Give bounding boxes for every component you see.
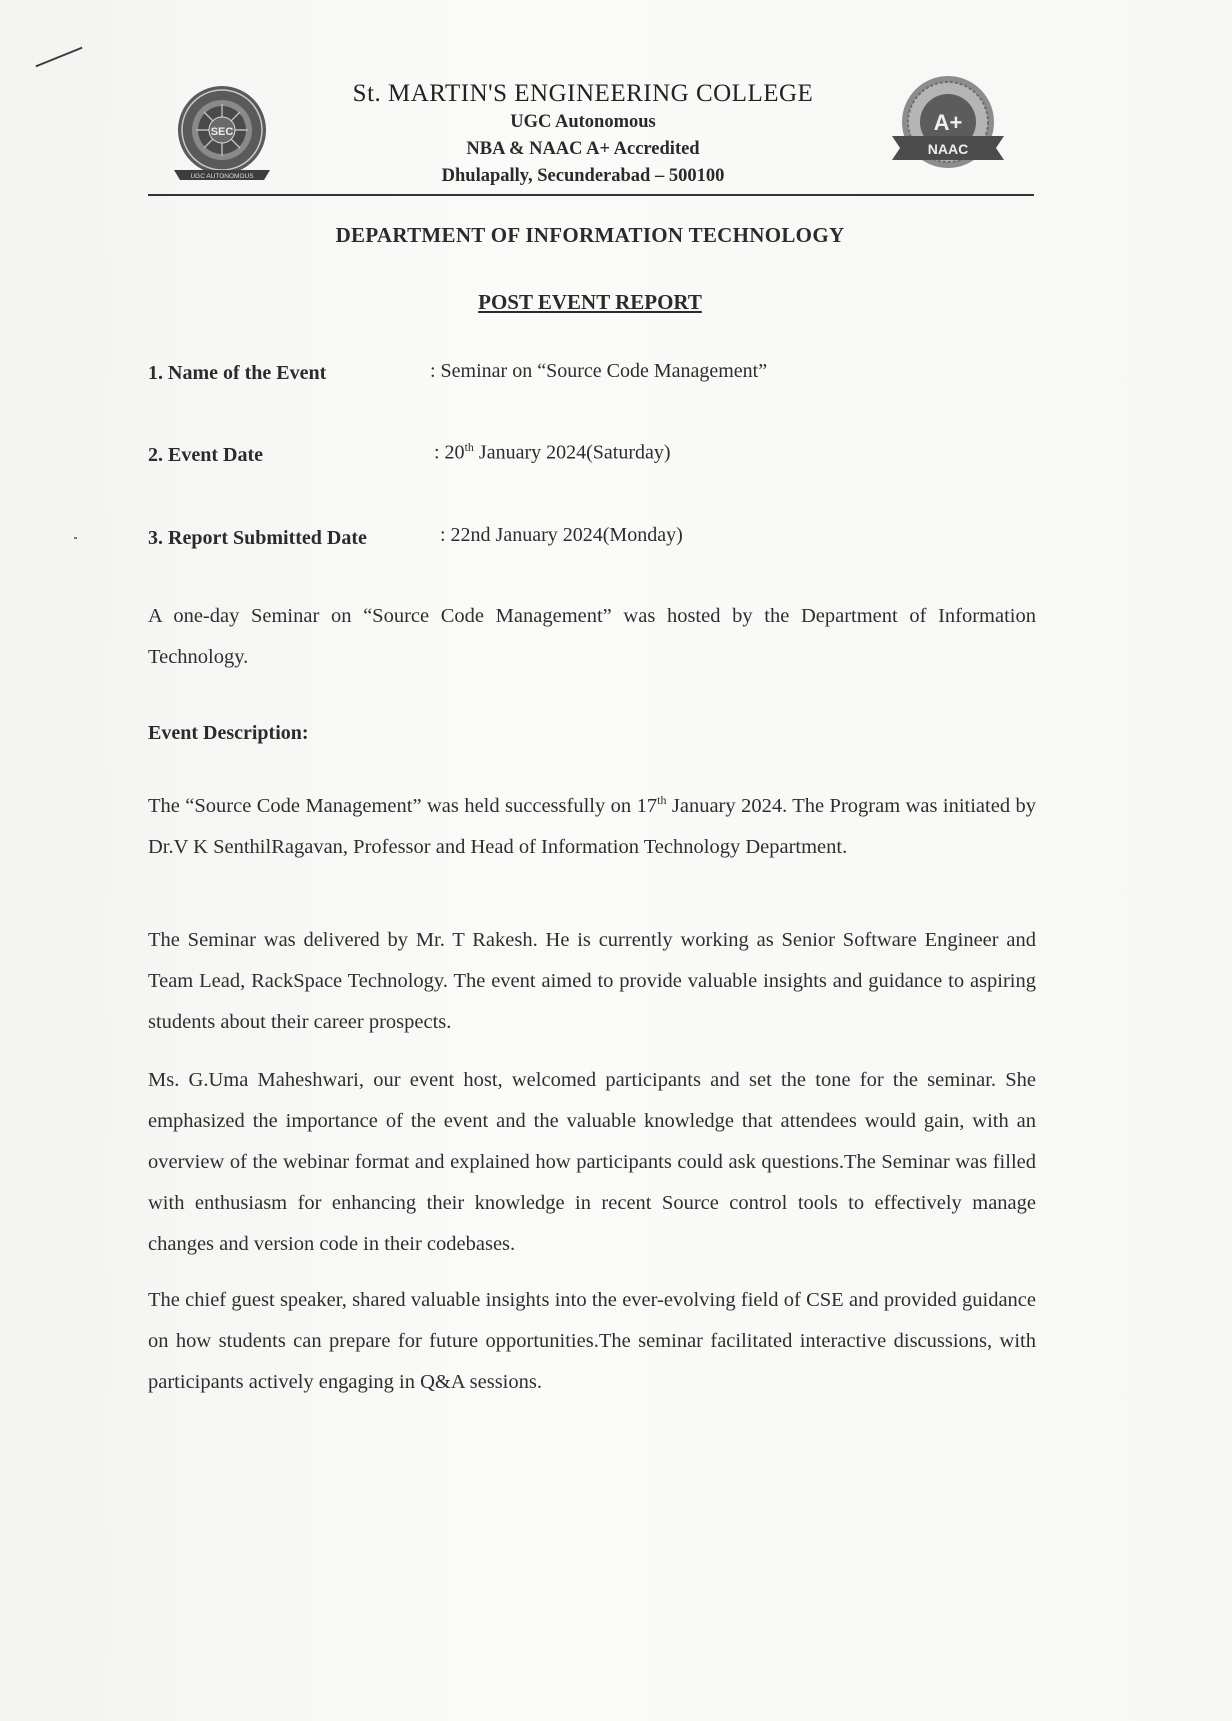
- scan-speck: [74, 537, 77, 539]
- field-value-event-date: : 20th January 2024(Saturday): [434, 440, 671, 464]
- pen-stroke-mark: [35, 47, 82, 68]
- description-paragraph-4: The chief guest speaker, shared valuable insights into the ever-evolving field of CSE and provided guidance on how students can prepare for future opportunities.The seminar facilitated interactive discussions, with participants actively engaging in Q&A sessions.: [148, 1289, 1036, 1393]
- letterhead: [148, 72, 1038, 202]
- naac-badge-icon: [888, 72, 1008, 182]
- field-value-report-date: : 22nd January 2024(Monday): [440, 524, 683, 546]
- college-accreditation: NBA & NAAC A+ Accredited: [466, 139, 700, 159]
- seal-ribbon-text: UGC AUTONOMOUS: [190, 173, 254, 180]
- department-title: DEPARTMENT OF INFORMATION TECHNOLOGY: [335, 223, 845, 247]
- college-seal-icon: [168, 82, 276, 190]
- field-label-report-date: 3. Report Submitted Date: [148, 527, 367, 549]
- naac-label: NAAC: [927, 141, 969, 157]
- field-label-event-name: 1. Name of the Event: [148, 362, 327, 384]
- college-name: St. MARTIN'S ENGINEERING COLLEGE: [352, 80, 814, 107]
- college-status: UGC Autonomous: [510, 112, 656, 132]
- intro-paragraph: A one-day Seminar on “Source Code Management” was hosted by the Department of Information Technology.: [148, 605, 1036, 668]
- seal-monogram: SEC: [210, 126, 234, 138]
- event-description-heading: Event Description:: [148, 722, 309, 744]
- description-paragraph-3: Ms. G.Uma Maheshwari, our event host, welcomed participants and set the tone for the seminar. She emphasized the importance of the event and the valuable knowledge that attendees would gain, with an overview of the webinar format and explained how participants could ask questions.The Seminar was filled with enthusiasm for enhancing their knowledge in recent Source control tools to effectively manage changes and version code in their codebases.: [148, 1069, 1036, 1255]
- description-paragraph-2: The Seminar was delivered by Mr. T Rakesh. He is currently working as Senior Software Engineer and Team Lead, RackSpace Technology. The event aimed to provide valuable insights and guidance to aspiring students about their career prospects.: [148, 929, 1036, 1033]
- header-divider: [148, 194, 1034, 196]
- field-label-event-date: 2. Event Date: [148, 444, 263, 466]
- field-value-event-name: : Seminar on “Source Code Management”: [430, 360, 768, 382]
- description-paragraph-1: The “Source Code Management” was held successfully on 17th January 2024. The Program was initiated by Dr.V K SenthilRagavan, Professor and Head of Information Technology Department.: [148, 793, 1036, 858]
- naac-grade: A+: [933, 110, 963, 135]
- report-title: POST EVENT REPORT: [478, 290, 702, 314]
- college-info: [298, 72, 868, 189]
- college-address: Dhulapally, Secunderabad – 500100: [441, 166, 725, 186]
